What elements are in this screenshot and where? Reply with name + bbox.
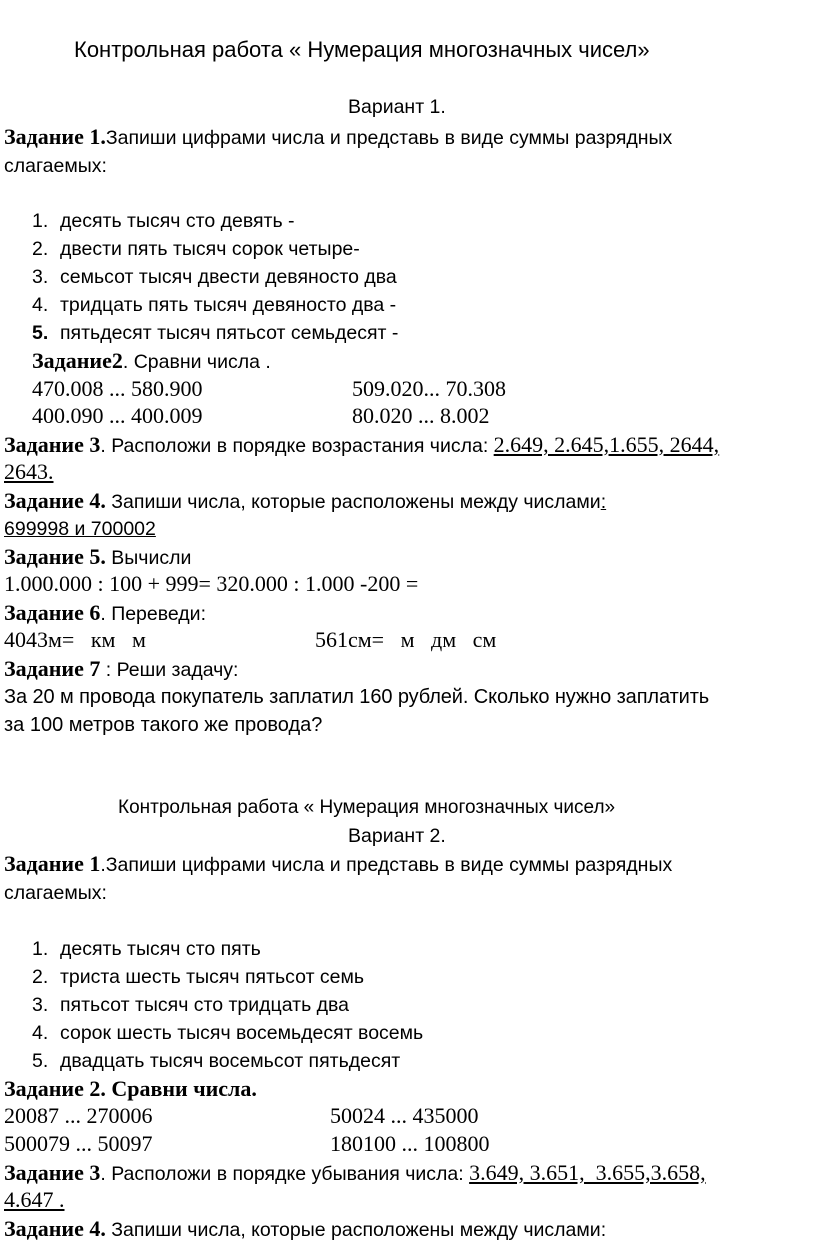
v2-task3-numbers: 3.649, 3.651, 3.655,3.658,: [469, 1160, 706, 1185]
v1-task1-line2: слагаемых:: [4, 155, 107, 177]
v1-task3-text: . Расположи в порядке возрастания числа:: [100, 435, 494, 457]
v1-task3-line1: [4, 432, 719, 459]
v2-compare-2a: 500079 ... 50097: [4, 1131, 153, 1156]
v1-task6-conv1: 4043м= км м: [4, 627, 146, 652]
list-text: сорок шесть тысяч восемьдесят восемь: [60, 1022, 424, 1044]
v1-task5-heading: [4, 544, 191, 571]
list-text: десять тысяч сто девять -: [60, 210, 295, 232]
variant1-label: Вариант 1.: [348, 96, 446, 118]
v1-task6-label: Задание 6: [4, 600, 101, 625]
list-number: 4.: [32, 1022, 49, 1044]
v2-task4-label: Задание 4.: [4, 1216, 106, 1241]
v1-compare-2a: 400.090 ... 400.009: [32, 403, 203, 428]
list-text: тридцать пять тысяч девяносто два -: [60, 294, 397, 316]
list-number: 3.: [32, 994, 49, 1016]
v1-task7-problem2: за 100 метров такого же провода?: [4, 714, 323, 736]
list-item: [32, 292, 397, 318]
list-item: [32, 236, 360, 262]
v1-task7-problem1: За 20 м провода покупатель заплатил 160 рублей. Сколько нужно заплатить: [4, 686, 710, 708]
v1-compare-1a: 470.008 ... 580.900: [32, 376, 203, 401]
v1-task1-line1: [4, 124, 672, 151]
v1-task2-heading: [32, 348, 271, 375]
list-text: десять тысяч сто пять: [60, 938, 261, 960]
v2-task2-heading: [4, 1076, 257, 1103]
list-number: 1.: [32, 210, 49, 232]
v1-task4-text: Запиши числа, которые расположены между числами: [105, 491, 601, 513]
variant2-title: Контрольная работа « Нумерация многозначных чисел»: [118, 797, 616, 818]
v2-compare-2b: 180100 ... 100800: [330, 1131, 490, 1156]
v1-task1-label: Задание 1.: [4, 124, 106, 149]
variant1-title: Контрольная работа « Нумерация многозначных чисел»: [74, 37, 650, 62]
v2-task3-numbers-cont: 4.647 .: [4, 1187, 65, 1212]
v2-task4-text: Запиши числа, которые расположены между числами:: [105, 1219, 607, 1241]
v1-compare-2b: 80.020 ... 8.002: [352, 403, 490, 428]
list-item: [32, 1020, 424, 1046]
v1-task7-heading: [4, 656, 238, 683]
v1-task1-text: Запиши цифрами числа и представь в виде суммы разрядных: [105, 127, 673, 149]
list-text: двадцать тысяч восемьсот пятьдесят: [60, 1050, 401, 1072]
v2-task4-line1: [4, 1216, 606, 1243]
v1-task3-numbers: 2.649, 2.645,1.655, 2644,: [493, 432, 720, 457]
v1-task2-label: Задание2: [32, 348, 123, 373]
list-item: [32, 264, 397, 290]
v2-task3-text: . Расположи в порядке убывания числа:: [100, 1163, 470, 1185]
list-text: пятьдесят тысяч пятьсот семьдесят -: [60, 322, 399, 344]
list-text: двести пять тысяч сорок четыре-: [60, 238, 360, 260]
list-item: [32, 1048, 401, 1074]
list-item: [32, 208, 295, 234]
list-number: 3.: [32, 266, 49, 288]
v2-task3-label: Задание 3: [4, 1160, 101, 1185]
list-text: пятьсот тысяч сто тридцать два: [60, 994, 350, 1016]
v1-task6-conv2: 561см= м дм см: [315, 627, 497, 652]
list-number: 2.: [32, 966, 49, 988]
list-number: 4.: [32, 294, 49, 316]
v1-task4-range: 699998 и 700002: [4, 518, 156, 540]
v1-compare-1b: 509.020... 70.308: [352, 376, 506, 401]
variant2-label: Вариант 2.: [348, 825, 446, 847]
v1-task5-expression: 1.000.000 : 100 + 999= 320.000 : 1.000 -200 =: [4, 571, 419, 596]
list-number: 5.: [32, 1050, 49, 1072]
v1-task2-text: . Сравни числа .: [122, 351, 271, 373]
v2-task3-line1: [4, 1160, 706, 1187]
v1-task6-heading: [4, 600, 206, 627]
v1-task4-line1: [4, 488, 606, 515]
v1-task7-text: : Реши задачу:: [100, 659, 239, 681]
list-item: [32, 936, 261, 962]
list-item: [32, 992, 350, 1018]
v2-task1-text: .Запиши цифрами числа и представь в виде суммы разрядных: [100, 854, 673, 876]
list-text: триста шесть тысяч пятьсот семь: [60, 966, 365, 988]
v1-task3-label: Задание 3: [4, 432, 101, 457]
v1-task3-numbers-cont: 2643.: [4, 459, 54, 484]
v1-task5-label: Задание 5.: [4, 544, 106, 569]
v1-task7-label: Задание 7: [4, 656, 101, 681]
list-number: 2.: [32, 238, 49, 260]
v2-task2-label: Задание 2. Сравни числа.: [4, 1076, 257, 1101]
v1-task4-label: Задание 4.: [4, 488, 106, 513]
list-item: [32, 964, 365, 990]
list-text: семьсот тысяч двести девяносто два: [60, 266, 397, 288]
list-item: [32, 320, 399, 346]
v2-compare-1a: 20087 ... 270006: [4, 1103, 153, 1128]
v1-task4-colon: :: [600, 491, 607, 513]
v2-task1-line2: слагаемых:: [4, 882, 107, 904]
v2-task1-line1: [4, 851, 672, 878]
v2-task1-label: Задание 1: [4, 851, 101, 876]
v1-task6-text: . Переведи:: [100, 603, 206, 625]
list-number: 1.: [32, 938, 49, 960]
v2-compare-1b: 50024 ... 435000: [330, 1103, 479, 1128]
list-number: 5.: [32, 322, 49, 344]
v1-task5-text: Вычисли: [105, 547, 192, 569]
